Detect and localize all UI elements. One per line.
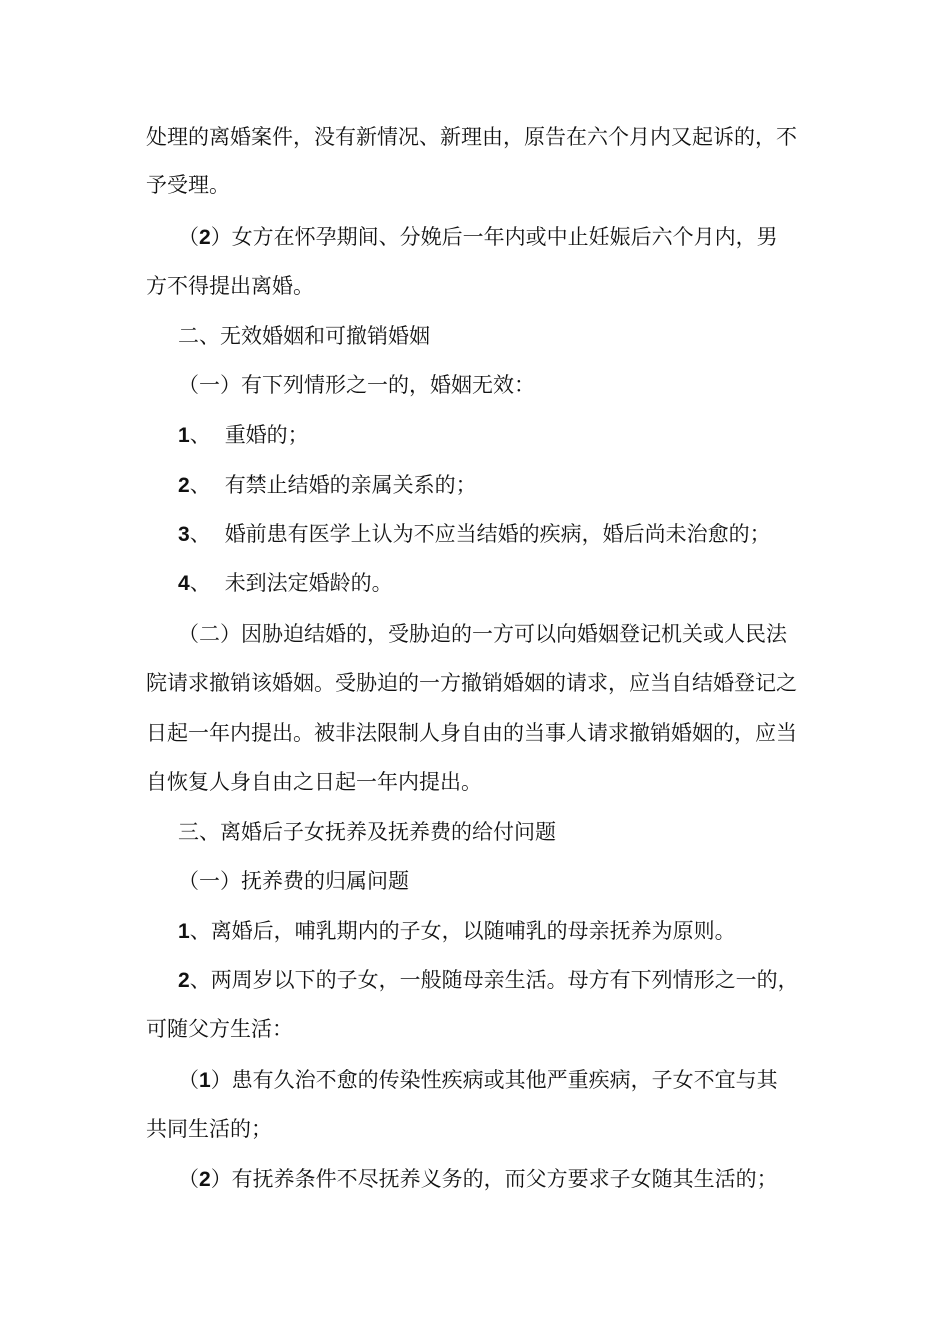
list-number: 1: [199, 1069, 211, 1092]
list-item: （1）患有久治不愈的传染性疾病或其他严重疾病，子女不宜与其: [178, 1068, 778, 1092]
paragraph-line: 方不得提出离婚。: [146, 274, 314, 298]
paragraph-line: （2）女方在怀孕期间、分娩后一年内或中止妊娠后六个月内，男: [178, 225, 778, 249]
list-item: 3、 婚前患有医学上认为不应当结婚的疾病，婚后尚未治愈的；: [178, 522, 771, 546]
list-number: 1: [178, 920, 190, 943]
list-number: 2: [178, 474, 190, 497]
list-item: （2）有抚养条件不尽抚养义务的，而父方要求子女随其生活的；: [178, 1167, 778, 1191]
paragraph-line: 日起一年内提出。被非法限制人身自由的当事人请求撤销婚姻的，应当: [146, 721, 797, 745]
list-number: 2: [178, 969, 190, 992]
list-number: 2: [199, 226, 211, 249]
paragraph-line: 可随父方生活：: [146, 1017, 293, 1041]
paragraph-line: 予受理。: [146, 173, 230, 197]
paragraph-line: 处理的离婚案件，没有新情况、新理由，原告在六个月内又起诉的，不: [146, 125, 797, 149]
list-number: 3: [178, 523, 190, 546]
list-item: 1、 重婚的；: [178, 423, 309, 447]
list-item: 4、 未到法定婚龄的。: [178, 571, 393, 595]
list-item: 2、两周岁以下的子女，一般随母亲生活。母方有下列情形之一的，: [178, 968, 799, 992]
paragraph-line: 院请求撤销该婚姻。受胁迫的一方撤销婚姻的请求，应当自结婚登记之: [146, 671, 797, 695]
subsection-heading: （一）抚养费的归属问题: [178, 869, 409, 893]
paragraph-line: （二）因胁迫结婚的，受胁迫的一方可以向婚姻登记机关或人民法: [178, 622, 787, 646]
paragraph-line: 共同生活的；: [146, 1117, 272, 1141]
list-number: 4: [178, 572, 190, 595]
list-item: 2、 有禁止结婚的亲属关系的；: [178, 473, 477, 497]
section-heading: 三、离婚后子女抚养及抚养费的给付问题: [178, 820, 556, 844]
list-number: 1: [178, 424, 190, 447]
paragraph-line: 自恢复人身自由之日起一年内提出。: [146, 770, 482, 794]
list-number: 2: [199, 1168, 211, 1191]
list-item: 1、离婚后，哺乳期内的子女，以随哺乳的母亲抚养为原则。: [178, 919, 736, 943]
section-heading: 二、无效婚姻和可撤销婚姻: [178, 324, 430, 348]
subsection-heading: （一）有下列情形之一的，婚姻无效：: [178, 373, 535, 397]
